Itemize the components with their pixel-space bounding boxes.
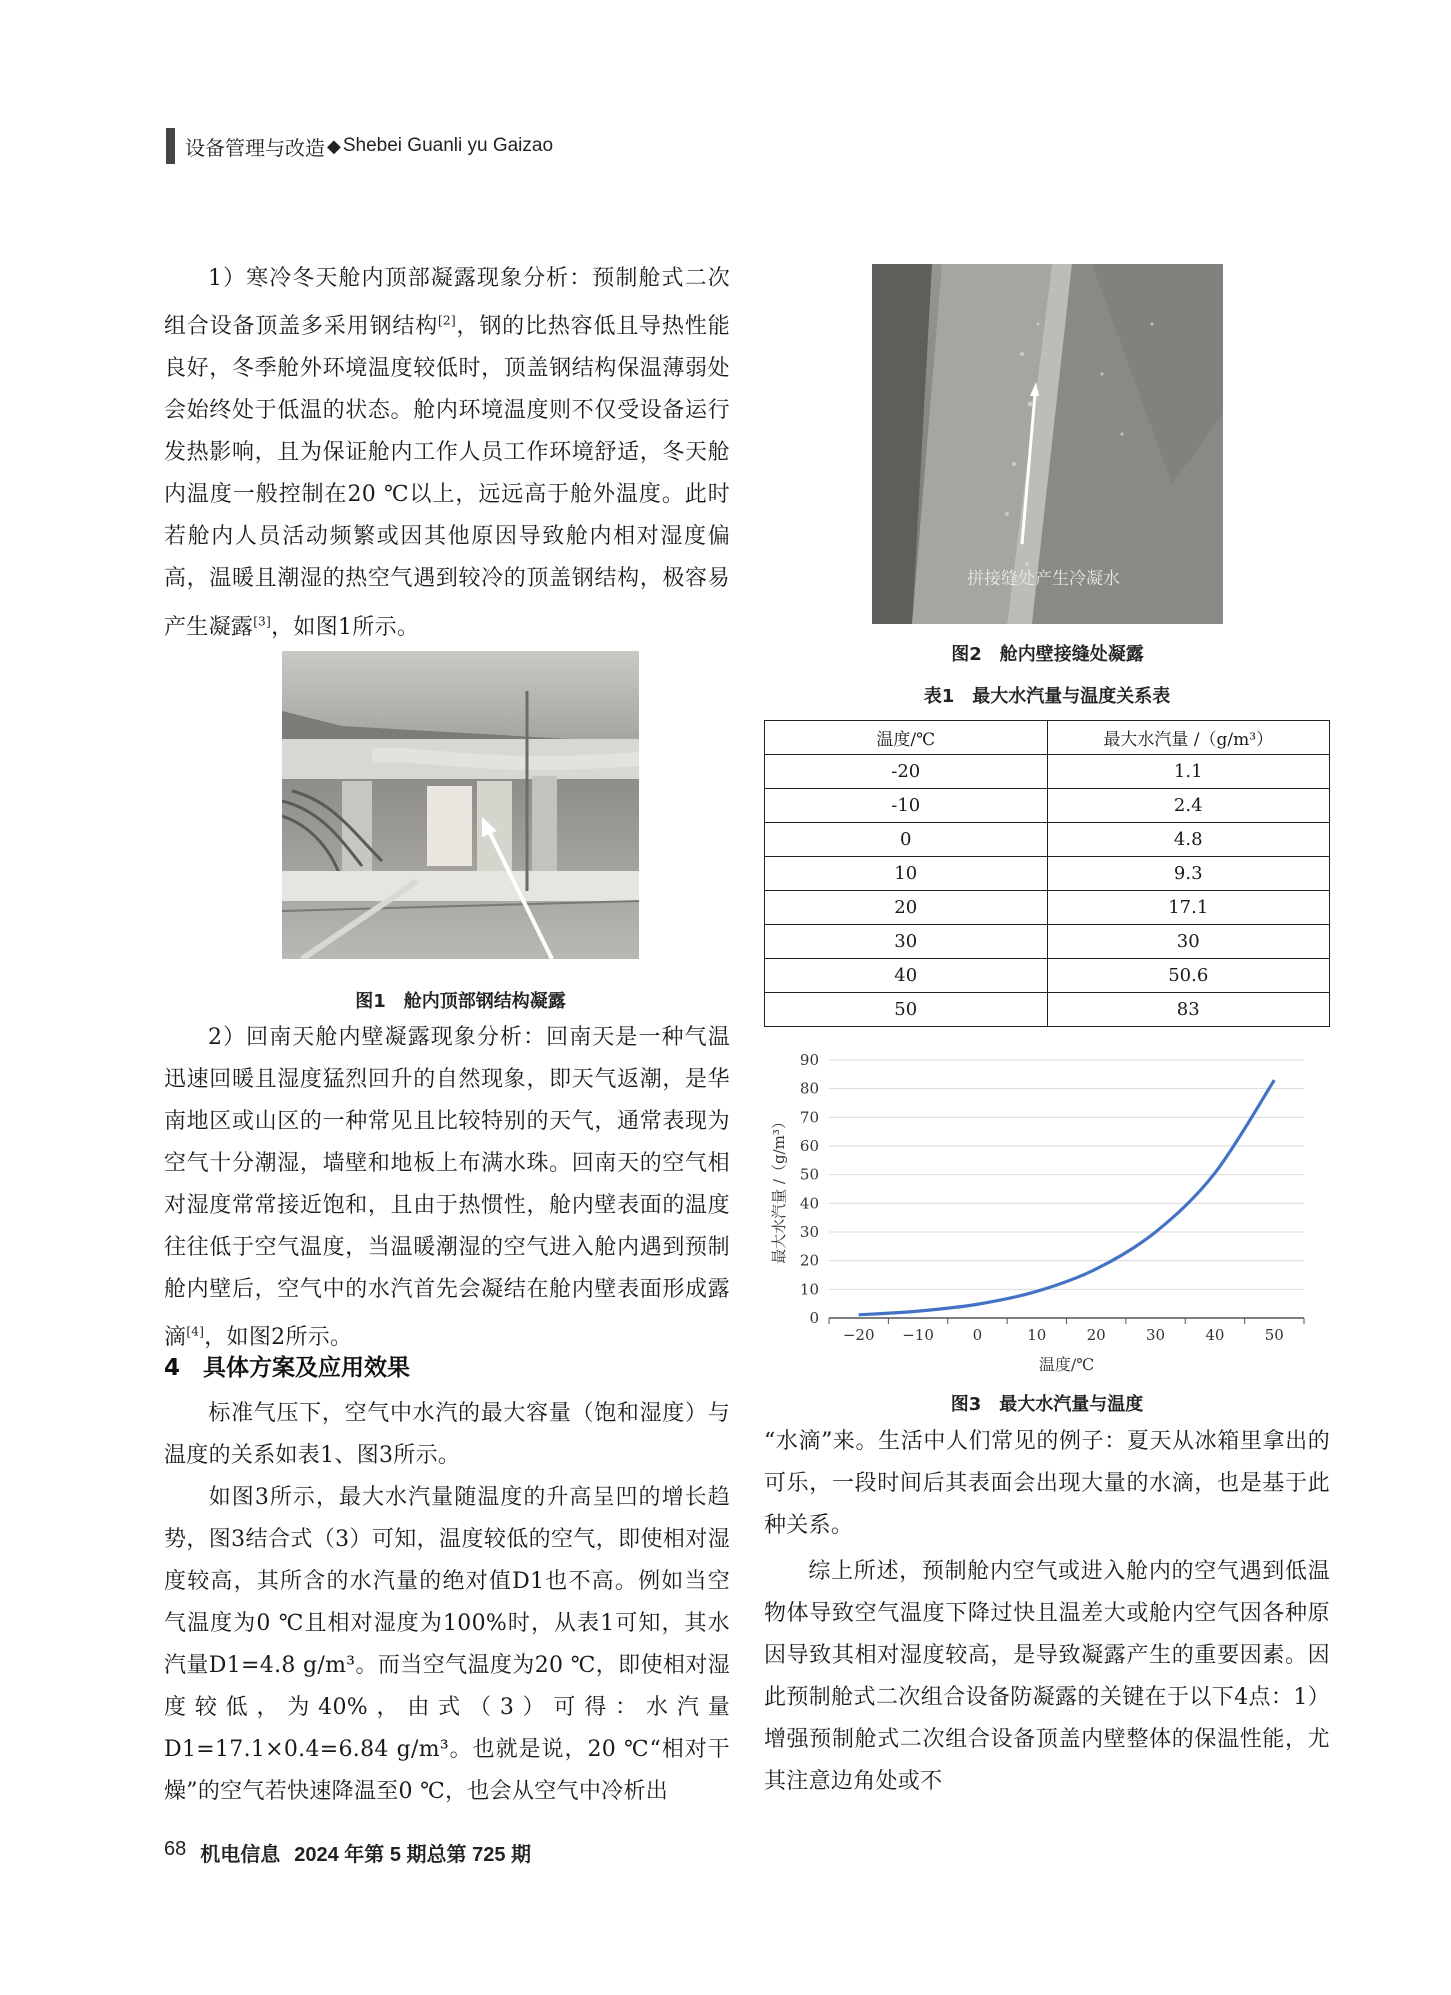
table-cell: 30 — [1047, 925, 1330, 959]
figure-1-photo — [282, 651, 639, 959]
table-cell: -10 — [765, 789, 1048, 823]
header-title-en: Shebei Guanli yu Gaizao — [342, 135, 554, 156]
paragraph-3-text: 标准气压下，空气中水汽的最大容量（饱和湿度）与温度的关系如表1、图3所示。 — [164, 1401, 730, 1468]
table-row — [765, 755, 1330, 789]
table-cell: 17.1 — [1047, 891, 1330, 925]
chart-y-tick-label: 0 — [809, 1309, 819, 1327]
table-row — [765, 857, 1330, 891]
table-cell: 4.8 — [1047, 823, 1330, 857]
table-header-row — [765, 721, 1330, 755]
paragraph-3 — [164, 1393, 730, 1477]
paragraph-1-text: 1）寒冷冬天舱内顶部凝露现象分析：预制舱式二次组合设备顶盖多采用钢结构[2]，钢的比热容低且导热性能良好，冬季舱外环境温度较低时，顶盖钢结构保温薄弱处会始终处于低温的状态。舱内环境温度则不仅受设备运行发热影响，且为保证舱内工作人员工作环境舒适，冬天舱内温度一般控制在20 ℃以上，远远高于舱外温度。此时若舱内人员活动频繁或因其他原因导致舱内相对湿度偏高，温暖且潮湿的热空气遇到较冷的顶盖钢结构，极容易产生凝露[3]，如图1所示。 — [164, 266, 730, 640]
figure-3-chart — [764, 1050, 1330, 1382]
table-cell: -20 — [765, 755, 1048, 789]
chart-x-tick-label: 50 — [1264, 1326, 1284, 1344]
paragraph-5 — [764, 1421, 1330, 1547]
table-row — [765, 925, 1330, 959]
table-row — [765, 823, 1330, 857]
table-cell: 2.4 — [1047, 789, 1330, 823]
page-footer — [164, 1838, 531, 1867]
table-cell: 10 — [765, 857, 1048, 891]
chart-y-tick-label: 60 — [799, 1137, 819, 1155]
chart-series — [859, 1080, 1275, 1315]
chart-x-tick-label: 40 — [1205, 1326, 1225, 1344]
table-cell: 9.3 — [1047, 857, 1330, 891]
page-number: 68 — [164, 1838, 187, 1860]
paragraph-6-text: 综上所述，预制舱内空气或进入舱内的空气遇到低温物体导致空气温度下降过快且温差大或舱内空气因各种原因导致其相对湿度较高，是导致凝露产生的重要因素。因此预制舱式二次组合设备防凝露的关键在于以下4点：1）增强预制舱式二次组合设备顶盖内壁整体的保温性能，尤其注意边角处或不 — [764, 1559, 1330, 1794]
table-cell: 1.1 — [1047, 755, 1330, 789]
paragraph-4-text: 如图3所示，最大水汽量随温度的升高呈凹的增长趋势，图3结合式（3）可知，温度较低的空气，即使相对湿度较高，其所含的水汽量的绝对值D1也不高。例如当空气温度为0 ℃且相对湿度为100%时，从表1可知，其水汽量D1=4.8 g/m³。而当空气温度为20 ℃，即使相对湿度较低，为40%，由式（3）可得：水汽量D1=17.1×0.4=6.84 g/m³。也就是说，20 ℃“相对干燥”的空气若快速降温至0 ℃，也会从空气中冷析出 — [164, 1485, 730, 1804]
table-header-cell: 温度/℃ — [765, 721, 1048, 755]
journal-name: 机电信息 — [200, 1844, 281, 1866]
chart-y-tick-label: 20 — [799, 1251, 819, 1270]
paragraph-5-text: “水滴”来。生活中人们常见的例子：夏天从冰箱里拿出的可乐，一段时间后其表面会出现大量的水滴，也是基于此种关系。 — [764, 1429, 1330, 1538]
table-cell: 30 — [765, 925, 1048, 959]
chart-y-tick-label: 80 — [799, 1079, 819, 1098]
running-header — [166, 128, 553, 164]
chart-x-tick-label: −10 — [902, 1326, 934, 1344]
table-cell: 50 — [765, 993, 1048, 1027]
table-1-caption: 表1 最大水汽量与温度关系表 — [923, 686, 1171, 707]
figure-3-caption: 图3 最大水汽量与温度 — [950, 1394, 1144, 1415]
chart-y-ticks — [800, 1051, 819, 1327]
table-cell: 50.6 — [1047, 959, 1330, 993]
chart-x-axis-label: 温度/℃ — [1038, 1355, 1095, 1374]
chart-y-tick-label: 10 — [799, 1280, 819, 1299]
chart-y-tick-label: 90 — [799, 1051, 819, 1069]
figure-2-label: 拼接缝处产生冷凝水 — [967, 569, 1120, 589]
chart-grid — [829, 1060, 1304, 1318]
issue-info: 2024 年第 5 期总第 725 期 — [294, 1844, 532, 1866]
table-cell: 0 — [765, 823, 1048, 857]
paragraph-4 — [164, 1477, 730, 1813]
header-bar — [166, 128, 175, 164]
chart-x-tick-label: 0 — [972, 1326, 983, 1344]
table-row — [765, 789, 1330, 823]
chart-x-tick-label: −20 — [842, 1326, 875, 1344]
table-cell: 83 — [1047, 993, 1330, 1027]
table-row — [765, 959, 1330, 993]
paragraph-6 — [764, 1551, 1330, 1803]
figure-2-photo — [872, 264, 1223, 624]
chart-x-tick-label: 20 — [1086, 1326, 1106, 1344]
header-separator: ◆ — [327, 135, 341, 157]
chart-y-tick-label: 50 — [799, 1165, 819, 1184]
table-cell: 20 — [765, 891, 1048, 925]
section-4-heading: 4 具体方案及应用效果 — [164, 1355, 411, 1381]
table-row — [765, 993, 1330, 1027]
paragraph-1 — [164, 258, 730, 649]
chart-y-tick-label: 70 — [799, 1108, 819, 1127]
table-cell: 40 — [765, 959, 1048, 993]
chart-x-tick-label: 10 — [1027, 1326, 1047, 1344]
figure-2-caption: 图2 舱内壁接缝处凝露 — [951, 644, 1144, 665]
table-row — [765, 891, 1330, 925]
paragraph-2-text: 2）回南天舱内壁凝露现象分析：回南天是一种气温迅速回暖且湿度猛烈回升的自然现象，即天气返潮，是华南地区或山区的一种常见且比较特别的天气，通常表现为空气十分潮湿，墙壁和地板上布满水珠。回南天的空气相对湿度常常接近饱和，且由于热惯性，舱内壁表面的温度往往低于空气温度，当温暖潮湿的空气进入舱内遇到预制舱内壁后，空气中的水汽首先会凝结在舱内壁表面形成露滴[4]，如图2所示。 — [164, 1025, 730, 1351]
chart-y-tick-label: 30 — [799, 1223, 819, 1241]
figure-1-caption: 图1 舱内顶部钢结构凝露 — [355, 991, 566, 1012]
chart-x-tick-label: 30 — [1146, 1326, 1166, 1344]
table-header-cell: 最大水汽量 /（g/m³） — [1047, 721, 1330, 755]
header-title-cn: 设备管理与改造 — [185, 135, 325, 160]
paragraph-2 — [164, 1017, 730, 1359]
data-table — [764, 720, 1330, 1027]
chart-x-ticks — [829, 1318, 1304, 1344]
chart-series-line — [859, 1080, 1275, 1315]
chart-y-axis-label: 最大水汽量 /（g/m³） — [770, 1114, 788, 1264]
chart-y-tick-label: 40 — [799, 1194, 819, 1213]
